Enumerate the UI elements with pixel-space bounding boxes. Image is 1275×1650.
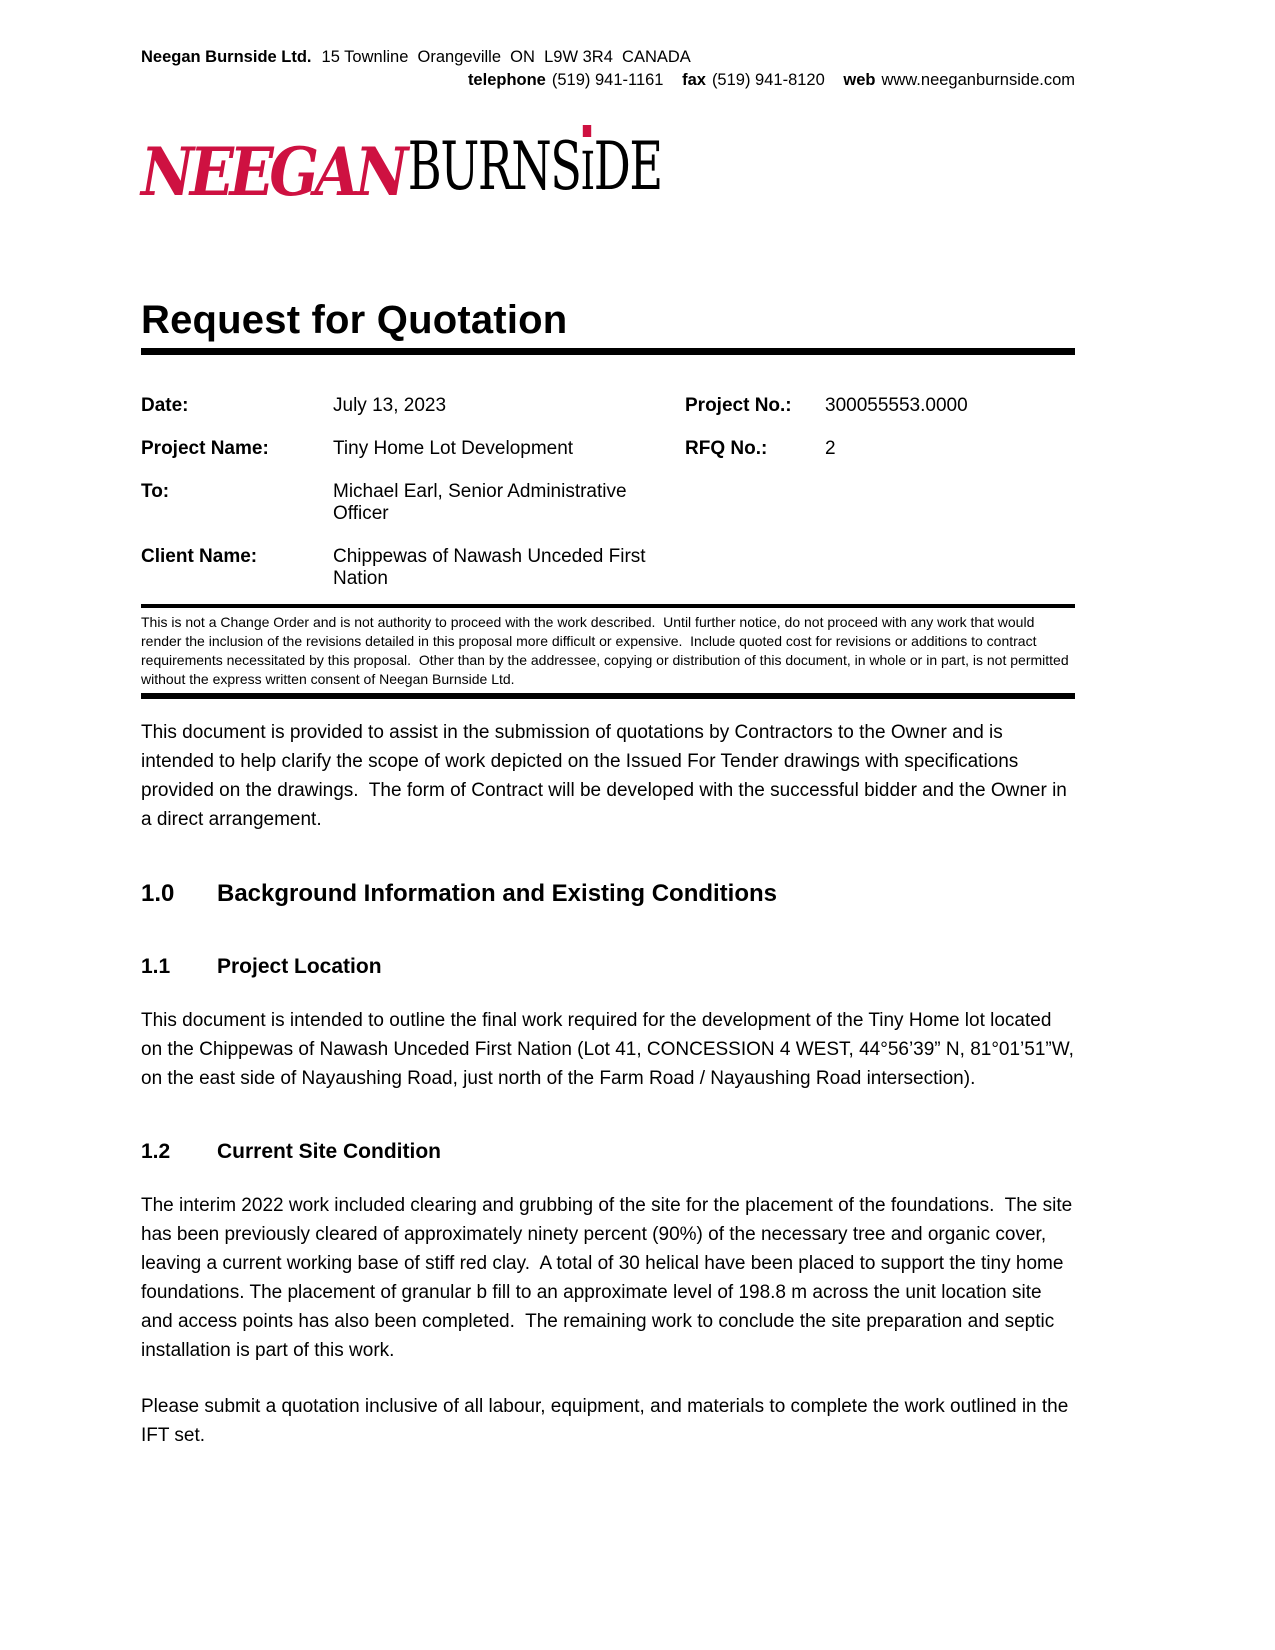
disclaimer-top-rule	[141, 604, 1075, 608]
section-number: 1.1	[141, 955, 171, 978]
meta-row-date	[141, 395, 1075, 417]
meta-row-project-name	[141, 438, 1075, 460]
date-value: July 13, 2023	[333, 395, 447, 416]
section-title: Project Location	[217, 955, 382, 978]
disclaimer-text: This is not a Change Order and is not authority to proceed with the work described. Until further notice, do not proceed with any work that would render the inclusion of the revisions detailed in this proposal more difficult or expensive. Include quoted cost for revisions or additions to contract requirements necessitated by this proposal. Other than by the addressee, copying or distribution of this document, in whole or in part, is not permitted without the express written consent of Neegan Burnside Ltd.	[141, 614, 1069, 687]
intro-paragraph: This document is provided to assist in the submission of quotations by Contractors to the Owner and is intended to help clarify the scope of work depicted on the Issued For Tender drawings with specifications provided on the drawings. The form of Contract will be developed with the successful bidder and the Owner in a direct arrangement.	[141, 722, 1067, 830]
rfq-no-value: 2	[825, 438, 836, 459]
to-value: Michael Earl, Senior Administrative Officer	[333, 481, 627, 524]
letterhead-address-line	[141, 47, 1075, 67]
logo-burnside-pre: BURNS	[407, 128, 581, 205]
logo-neegan-wordmark: NEEGAN	[141, 133, 404, 211]
logo-burnside-wordmark	[407, 128, 662, 207]
web-label: web	[843, 71, 876, 89]
client-name-value: Chippewas of Nawash Unceded First Nation	[333, 546, 646, 589]
section-title: Background Information and Existing Conditions	[217, 880, 778, 907]
company-logo	[141, 128, 1075, 211]
section-title: Current Site Condition	[217, 1140, 441, 1163]
client-name-label: Client Name:	[141, 546, 258, 567]
company-address: 15 Townline Orangeville ON L9W 3R4 CANADA	[321, 48, 691, 66]
to-label: To:	[141, 481, 170, 502]
letterhead	[141, 47, 1075, 90]
telephone-number: (519) 941-1161	[551, 71, 664, 89]
title-rule	[141, 348, 1075, 355]
section-1-2-body-2: Please submit a quotation inclusive of all labour, equipment, and materials to complete the work outlined in the IFT set.	[141, 1396, 1069, 1446]
section-heading-1-2	[141, 1139, 1075, 1164]
project-no-value: 300055553.0000	[825, 395, 968, 416]
logo-i-red-dot-icon	[583, 125, 591, 137]
rfq-metadata	[141, 395, 1075, 590]
section-heading-1-0	[141, 880, 1075, 908]
section-number: 1.0	[141, 880, 175, 907]
section-1-2-body: The interim 2022 work included clearing and grubbing of the site for the placement of the foundations. The site has been previously cleared of approximately ninety percent (90%) of the necessary tree and organic cover, leaving a current working base of stiff red clay. A total of 30 helical have been placed to support the tiny home foundations. The placement of granular b fill to an approximate level of 198.8 m across the unit location site and access points has also been completed. The remaining work to conclude the site preparation and septic installation is part of this work.	[141, 1195, 1073, 1361]
project-name-label: Project Name:	[141, 438, 269, 459]
fax-number: (519) 941-8120	[711, 71, 825, 89]
fax-label: fax	[682, 71, 706, 89]
page-title: Request for Quotation	[141, 298, 568, 342]
project-name-value: Tiny Home Lot Development	[333, 438, 574, 459]
meta-row-client	[141, 546, 1075, 590]
project-no-label: Project No.:	[685, 395, 792, 416]
logo-letter-i: I	[580, 132, 593, 207]
letterhead-contact-line	[141, 70, 1075, 90]
company-name: Neegan Burnside Ltd.	[141, 48, 312, 66]
web-address: www.neeganburnside.com	[881, 71, 1075, 89]
section-heading-1-1	[141, 954, 1075, 979]
logo-burnside-post: DE	[593, 128, 662, 205]
section-number: 1.2	[141, 1140, 171, 1163]
meta-row-to	[141, 481, 1075, 525]
date-label: Date:	[141, 395, 189, 416]
section-1-1-body: This document is intended to outline the final work required for the development of the Tiny Home lot located on the Chippewas of Nawash Unceded First Nation (Lot 41, CONCESSION 4 WEST, 44°56’39” N, 81°01’51”W, on the east side of Nayaushing Road, just north of the Farm Road / Nayaushing Road intersection).	[141, 1010, 1074, 1089]
disclaimer-bottom-rule	[141, 693, 1075, 699]
rfq-no-label: RFQ No.:	[685, 438, 768, 459]
telephone-label: telephone	[467, 71, 546, 89]
